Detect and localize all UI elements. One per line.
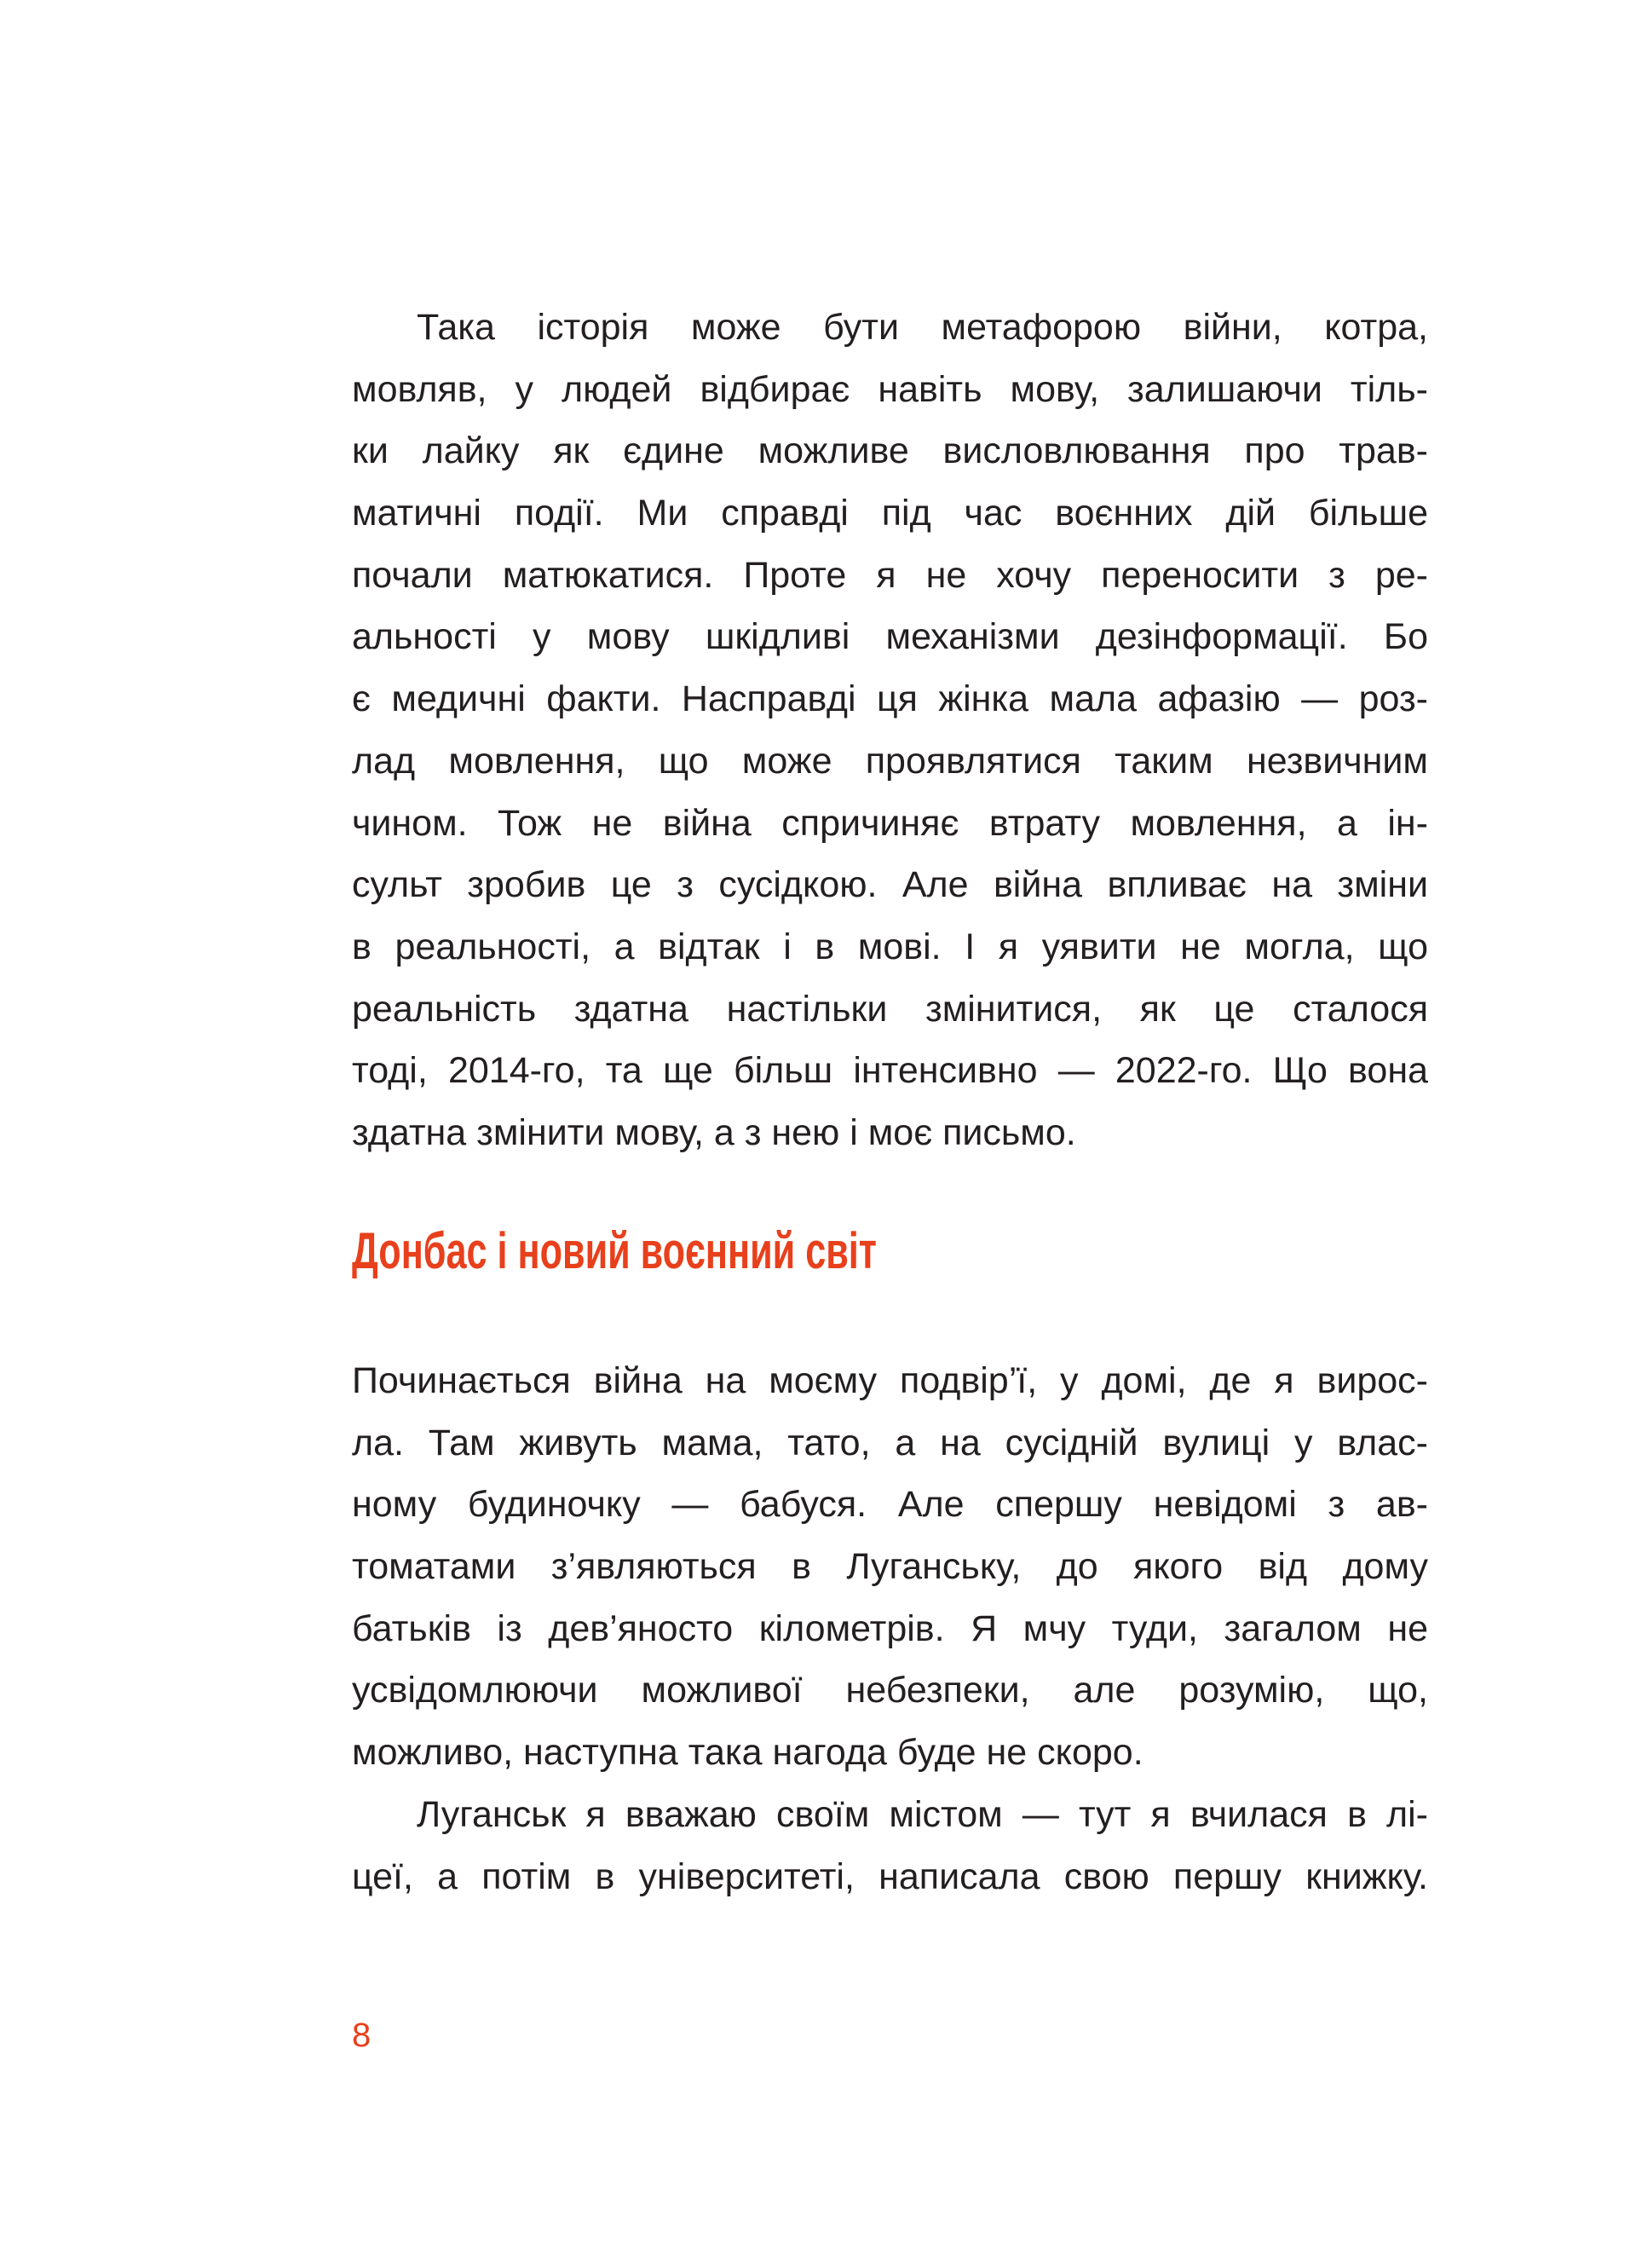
text-line: батьків із дев’яносто кілометрів. Я мчу туди, загалом не bbox=[352, 1607, 1428, 1649]
text-line: матичні події. Ми справді під час воєнних дій більше bbox=[352, 493, 1428, 534]
text-line: можливо, наступна така нагода буде не скоро. bbox=[352, 1732, 1143, 1774]
text-line: Починається війна на моєму подвір’ї, у домі, де я вирос- bbox=[352, 1360, 1428, 1401]
text-line: тоді, 2014-го, та ще більш інтенсивно — 2022-го. Що вона bbox=[352, 1050, 1428, 1092]
text-line: усвідомлюючи можливої небезпеки, але розумію, що, bbox=[352, 1670, 1428, 1711]
text-line: мовляв, у людей відбирає навіть мову, залишаючи тіль- bbox=[352, 368, 1428, 410]
text-line: реальність здатна настільки змінитися, як це сталося bbox=[352, 988, 1428, 1030]
text-line: є медичні факти. Насправді ця жінка мала афазію — роз- bbox=[352, 678, 1428, 720]
text-line: чином. Тож не війна спричиняє втрату мовлення, а ін- bbox=[352, 802, 1428, 844]
text-line: ному будиночку — бабуся. Але спершу невідомі з ав- bbox=[352, 1484, 1428, 1526]
text-line: здатна змінити мову, а з нею і моє письмо. bbox=[352, 1111, 1076, 1153]
paragraph-3 bbox=[352, 1784, 1428, 1907]
text-line: томатами з’являються в Луганську, до якого від дому bbox=[352, 1546, 1428, 1588]
paragraph-2 bbox=[352, 1350, 1428, 1784]
text-line: ла. Там живуть мама, тато, а на сусідній вулиці у влас- bbox=[352, 1422, 1428, 1463]
text-line: альності у мову шкідливі механізми дезінформації. Бо bbox=[352, 616, 1428, 658]
paragraph-1 bbox=[352, 297, 1428, 1164]
text-line: ки лайку як єдине можливе висловлювання про трав- bbox=[352, 430, 1428, 472]
section-heading: Донбас і новий воєнний світ bbox=[352, 1222, 877, 1279]
text-line: сульт зробив це з сусідкою. Але війна впливає на зміни bbox=[352, 864, 1428, 906]
text-line: Луганськ я вважаю своїм містом — тут я вчилася в лі- bbox=[417, 1794, 1428, 1835]
text-line: лад мовлення, що може проявлятися таким незвичним bbox=[352, 740, 1428, 782]
page-number: 8 bbox=[352, 2017, 372, 2054]
text-line: цеї, а потім в університеті, написала свою першу книжку. bbox=[352, 1855, 1428, 1897]
text-line: Така історія може бути метафорою війни, котра, bbox=[417, 307, 1428, 348]
text-line: почали матюкатися. Проте я не хочу переносити з ре- bbox=[352, 554, 1428, 596]
text-line: в реальності, а відтак і в мові. І я уявити не могла, що bbox=[352, 926, 1428, 967]
